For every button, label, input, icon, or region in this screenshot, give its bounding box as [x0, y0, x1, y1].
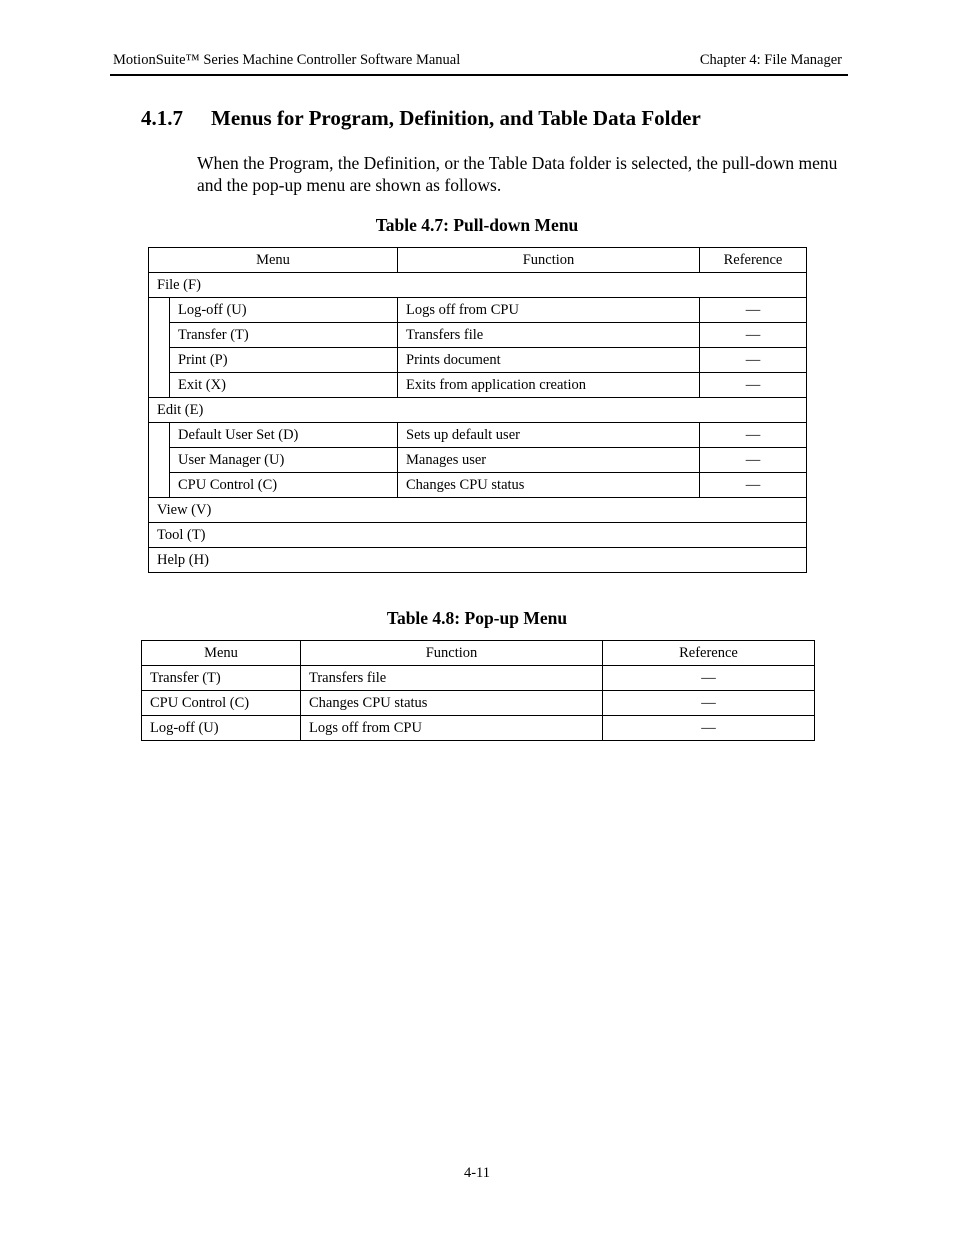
table-row: [142, 691, 815, 716]
menu-group-label: View (V): [149, 498, 807, 523]
reference-cell: —: [700, 323, 807, 348]
menu-group-row: [149, 273, 807, 298]
function-cell: Logs off from CPU: [301, 716, 603, 741]
reference-cell: —: [700, 348, 807, 373]
section-number: 4.1.7: [141, 106, 183, 130]
function-cell: Logs off from CPU: [398, 298, 700, 323]
menu-cell: Log-off (U): [142, 716, 301, 741]
reference-cell: —: [603, 716, 815, 741]
reference-cell: —: [700, 298, 807, 323]
column-header-menu: Menu: [142, 641, 301, 666]
table-row: [149, 298, 807, 323]
pop-up-menu-table: [141, 640, 815, 741]
function-cell: Manages user: [398, 448, 700, 473]
function-cell: Transfers file: [301, 666, 603, 691]
column-header-menu: Menu: [149, 248, 398, 273]
table-4-7-caption: Table 4.7: Pull-down Menu: [375, 215, 579, 235]
column-header-reference: Reference: [700, 248, 807, 273]
column-header-reference: Reference: [603, 641, 815, 666]
running-header-chapter: Chapter 4: File Manager: [699, 52, 842, 68]
table-row: [142, 716, 815, 741]
group-indent-cell: [149, 298, 170, 398]
reference-cell: —: [603, 691, 815, 716]
menu-cell: Transfer (T): [142, 666, 301, 691]
menu-cell: CPU Control (C): [170, 473, 398, 498]
menu-group-row: [149, 523, 807, 548]
table-row: [142, 666, 815, 691]
reference-cell: —: [700, 448, 807, 473]
intro-paragraph: When the Program, the Definition, or the Table Data folder is selected, the pull-down menu and the pop-up menu are shown as follows.: [197, 153, 838, 195]
column-header-function: Function: [398, 248, 700, 273]
pull-down-menu-table: [148, 247, 807, 573]
header-rule: [110, 74, 848, 76]
section-title: Menus for Program, Definition, and Table Data Folder: [211, 106, 701, 130]
column-header-function: Function: [301, 641, 603, 666]
menu-cell: Log-off (U): [170, 298, 398, 323]
reference-cell: —: [700, 373, 807, 398]
page-number: 4-11: [463, 1165, 491, 1181]
menu-cell: CPU Control (C): [142, 691, 301, 716]
table-row: [149, 473, 807, 498]
group-indent-cell: [149, 423, 170, 498]
function-cell: Transfers file: [398, 323, 700, 348]
table-header-row: [149, 248, 807, 273]
table-row: [149, 423, 807, 448]
reference-cell: —: [700, 473, 807, 498]
table-4-8-caption: Table 4.8: Pop-up Menu: [386, 608, 568, 628]
menu-cell: Default User Set (D): [170, 423, 398, 448]
menu-group-row: [149, 398, 807, 423]
menu-cell: Transfer (T): [170, 323, 398, 348]
function-cell: Exits from application creation: [398, 373, 700, 398]
table-row: [149, 323, 807, 348]
function-cell: Sets up default user: [398, 423, 700, 448]
function-cell: Prints document: [398, 348, 700, 373]
table-row: [149, 348, 807, 373]
section-heading: [141, 106, 701, 131]
menu-group-label: File (F): [149, 273, 807, 298]
menu-group-row: [149, 548, 807, 573]
function-cell: Changes CPU status: [301, 691, 603, 716]
menu-cell: Exit (X): [170, 373, 398, 398]
menu-group-row: [149, 498, 807, 523]
table-header-row: [142, 641, 815, 666]
menu-group-label: Tool (T): [149, 523, 807, 548]
menu-cell: User Manager (U): [170, 448, 398, 473]
reference-cell: —: [700, 423, 807, 448]
table-row: [149, 373, 807, 398]
menu-cell: Print (P): [170, 348, 398, 373]
table-row: [149, 448, 807, 473]
menu-group-label: Help (H): [149, 548, 807, 573]
menu-group-label: Edit (E): [149, 398, 807, 423]
reference-cell: —: [603, 666, 815, 691]
running-header-title: MotionSuite™ Series Machine Controller Software Manual: [113, 52, 461, 68]
function-cell: Changes CPU status: [398, 473, 700, 498]
